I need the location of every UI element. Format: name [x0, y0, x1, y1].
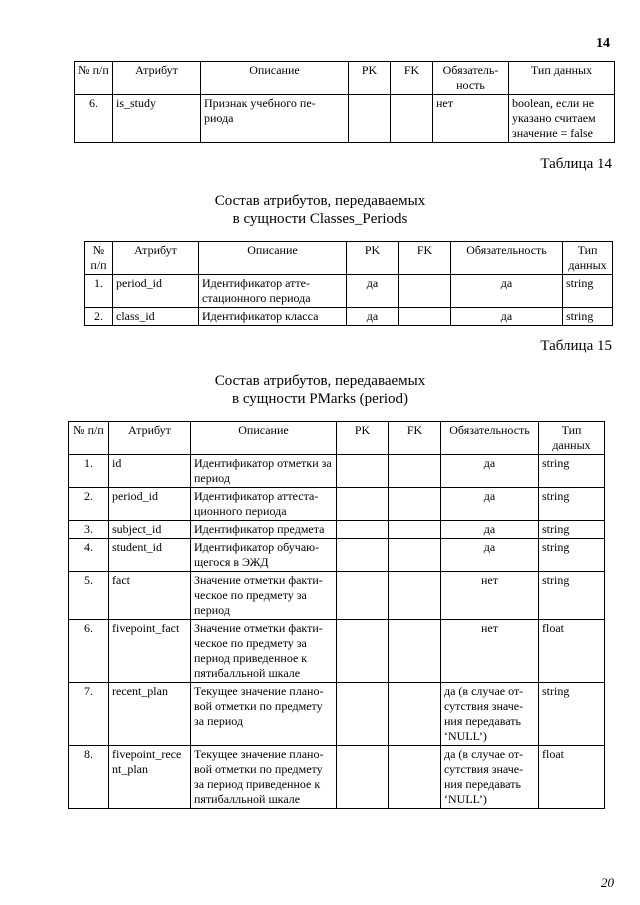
cell-fk — [391, 95, 433, 143]
cell-required: да — [451, 308, 563, 326]
cell-num: 5. — [69, 572, 109, 620]
table-row — [69, 683, 605, 746]
cell-fk — [389, 746, 441, 809]
table-15-title-line1: Состав атрибутов, передаваемых — [214, 373, 426, 389]
cell-pk — [337, 455, 389, 488]
cell-fk — [399, 275, 451, 308]
cell-required: нет — [441, 572, 539, 620]
table-row — [69, 455, 605, 488]
cell-attribute: fivepoint_recent_plan — [109, 746, 191, 809]
cell-description: Идентификатор обучаю-щегося в ЭЖД — [191, 539, 337, 572]
cell-description: Идентификатор атте-стационного периода — [199, 275, 347, 308]
cell-fk — [389, 620, 441, 683]
col-description: Описание — [191, 422, 337, 455]
cell-num: 7. — [69, 683, 109, 746]
cell-required: да (в случае от-сутствия значе-ния передавать ‘NULL’) — [441, 746, 539, 809]
cell-type: float — [539, 746, 605, 809]
cell-required: нет — [433, 95, 509, 143]
cell-fk — [389, 488, 441, 521]
cell-type: string — [563, 308, 613, 326]
cell-attribute: period_id — [109, 488, 191, 521]
cell-required: да (в случае от-сутствия значе-ния передавать ‘NULL’) — [441, 683, 539, 746]
cell-attribute: is_study — [113, 95, 201, 143]
cell-required: нет — [441, 620, 539, 683]
table-15 — [68, 421, 605, 809]
table-header-row — [69, 422, 605, 455]
cell-num: 8. — [69, 746, 109, 809]
cell-required: да — [441, 539, 539, 572]
handwritten-page-mark: 20 — [601, 875, 614, 890]
cell-attribute: recent_plan — [109, 683, 191, 746]
col-num: № п/п — [75, 62, 113, 95]
cell-description: Идентификатор предмета — [191, 521, 337, 539]
table-row — [69, 620, 605, 683]
cell-num: 1. — [85, 275, 113, 308]
cell-pk — [349, 95, 391, 143]
cell-description: Идентификатор отметки за период — [191, 455, 337, 488]
col-pk: PK — [347, 242, 399, 275]
cell-pk — [337, 746, 389, 809]
cell-num: 2. — [85, 308, 113, 326]
table-14 — [84, 241, 613, 326]
table-15-caption: Таблица 15 — [540, 338, 612, 354]
cell-type: string — [539, 488, 605, 521]
cell-description: Идентификатор класса — [199, 308, 347, 326]
cell-pk — [337, 539, 389, 572]
table-row — [85, 275, 613, 308]
cell-fk — [389, 683, 441, 746]
table-header-row — [75, 62, 615, 95]
table-row — [85, 308, 613, 326]
cell-num: 6. — [69, 620, 109, 683]
cell-type: boolean, если не указано считаем значение = false — [509, 95, 615, 143]
cell-fk — [399, 308, 451, 326]
cell-num: 6. — [75, 95, 113, 143]
page-number: 14 — [596, 36, 610, 51]
cell-type: float — [539, 620, 605, 683]
col-pk: PK — [349, 62, 391, 95]
cell-description: Текущее значение плано-вой отметки по предмету за период приведенное к пятибалльной шкале — [191, 746, 337, 809]
cell-type: string — [539, 572, 605, 620]
cell-pk — [337, 572, 389, 620]
cell-pk — [337, 521, 389, 539]
cell-fk — [389, 455, 441, 488]
cell-description: Значение отметки факти-ческое по предмету за период — [191, 572, 337, 620]
table-row — [75, 95, 615, 143]
cell-pk — [337, 620, 389, 683]
cell-fk — [389, 572, 441, 620]
table-14-title-line1: Состав атрибутов, передаваемых — [214, 193, 426, 209]
cell-attribute: period_id — [113, 275, 199, 308]
cell-attribute: fivepoint_fact — [109, 620, 191, 683]
col-num: № п/п — [69, 422, 109, 455]
cell-pk: да — [347, 275, 399, 308]
col-fk: FK — [391, 62, 433, 95]
col-num: № п/п — [85, 242, 113, 275]
cell-pk — [337, 488, 389, 521]
cell-description: Идентификатор аттеста-ционного периода — [191, 488, 337, 521]
col-attribute: Атрибут — [113, 242, 199, 275]
col-type: Тип данных — [539, 422, 605, 455]
cell-attribute: student_id — [109, 539, 191, 572]
cell-num: 3. — [69, 521, 109, 539]
cell-attribute: subject_id — [109, 521, 191, 539]
col-attribute: Атрибут — [109, 422, 191, 455]
col-required: Обязательность — [451, 242, 563, 275]
col-required: Обязатель-ность — [433, 62, 509, 95]
cell-required: да — [441, 488, 539, 521]
table-row — [69, 521, 605, 539]
cell-attribute: id — [109, 455, 191, 488]
col-attribute: Атрибут — [113, 62, 201, 95]
table-row — [69, 539, 605, 572]
cell-required: да — [441, 455, 539, 488]
cell-type: string — [563, 275, 613, 308]
cell-num: 2. — [69, 488, 109, 521]
col-type: Тип данных — [563, 242, 613, 275]
cell-description: Признак учебного пе-риода — [201, 95, 349, 143]
col-fk: FK — [399, 242, 451, 275]
col-description: Описание — [199, 242, 347, 275]
col-description: Описание — [201, 62, 349, 95]
cell-fk — [389, 539, 441, 572]
cell-pk — [337, 683, 389, 746]
table-header-row — [85, 242, 613, 275]
cell-attribute: class_id — [113, 308, 199, 326]
table-15-title-line2: в сущности PMarks (period) — [232, 391, 408, 407]
col-pk: PK — [337, 422, 389, 455]
table-14-title-line2: в сущности Classes_Periods — [232, 211, 408, 227]
table-13 — [74, 61, 615, 143]
cell-description: Текущее значение плано-вой отметки по предмету за период — [191, 683, 337, 746]
col-fk: FK — [389, 422, 441, 455]
cell-type: string — [539, 521, 605, 539]
cell-fk — [389, 521, 441, 539]
cell-attribute: fact — [109, 572, 191, 620]
cell-required: да — [441, 521, 539, 539]
cell-num: 4. — [69, 539, 109, 572]
cell-pk: да — [347, 308, 399, 326]
table-row — [69, 572, 605, 620]
table-row — [69, 488, 605, 521]
cell-type: string — [539, 455, 605, 488]
cell-required: да — [451, 275, 563, 308]
cell-description: Значение отметки факти-ческое по предмету за период приведенное к пятибалльной шкале — [191, 620, 337, 683]
cell-type: string — [539, 683, 605, 746]
cell-num: 1. — [69, 455, 109, 488]
col-required: Обязательность — [441, 422, 539, 455]
table-14-caption: Таблица 14 — [540, 156, 612, 172]
cell-type: string — [539, 539, 605, 572]
table-row — [69, 746, 605, 809]
col-type: Тип данных — [509, 62, 615, 95]
